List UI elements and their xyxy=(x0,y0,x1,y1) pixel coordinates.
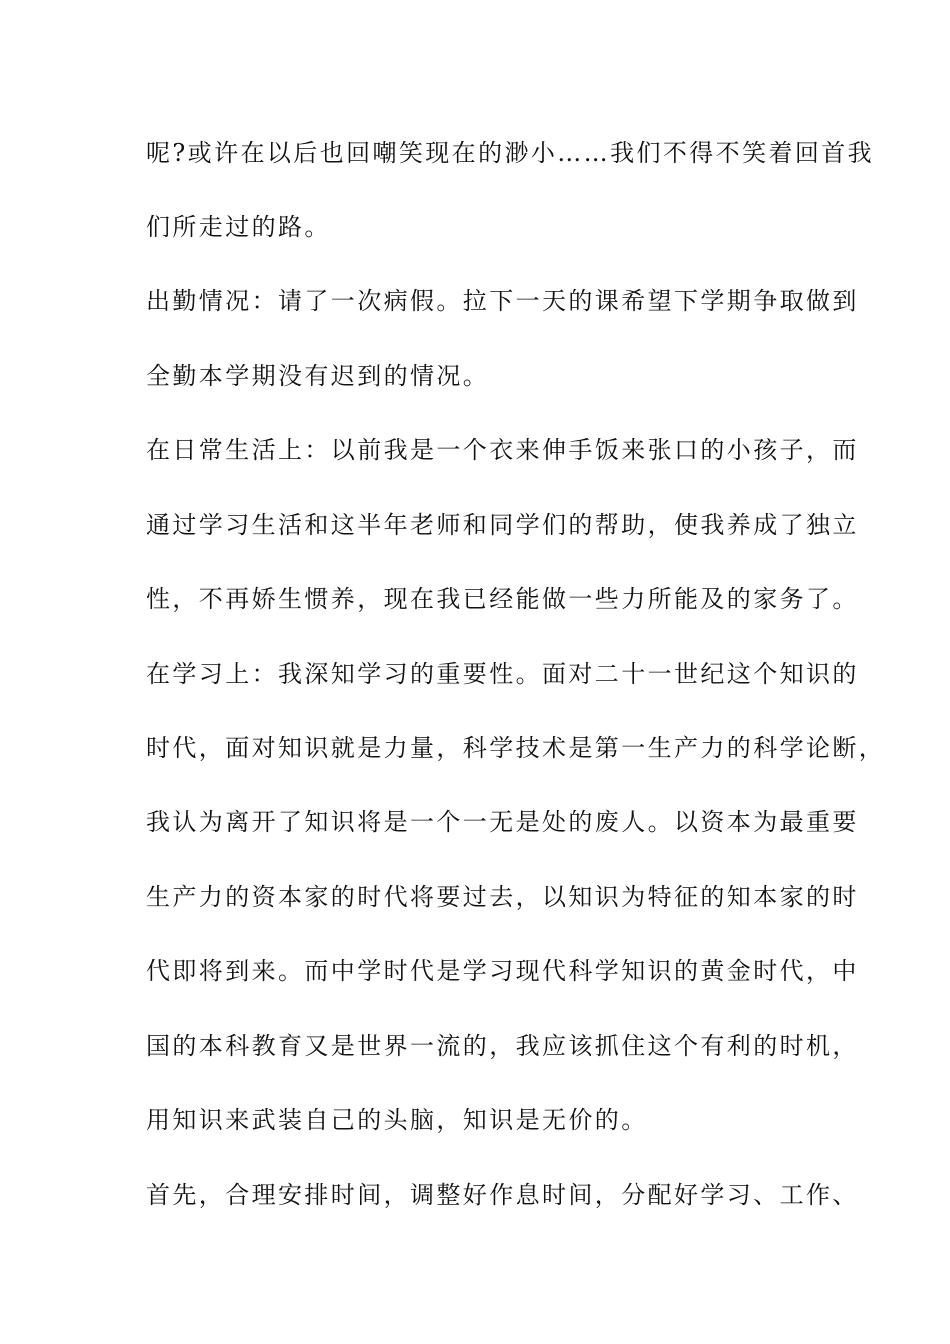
text-line: 首先，合理安排时间，调整好作息时间，分配好学习、工作、 xyxy=(146,1181,859,1209)
text-line: 生产力的资本家的时代将要过去，以知识为特征的知本家的时 xyxy=(146,883,859,911)
text-line: 呢?或许在以后也回嘲笑现在的渺小……我们不得不笑着回首我 xyxy=(146,139,875,167)
text-line: 出勤情况：请了一次病假。拉下一天的课希望下学期争取做到 xyxy=(146,287,859,315)
text-line: 用知识来武装自己的头脑，知识是无价的。 xyxy=(146,1106,648,1134)
text-line: 们所走过的路。 xyxy=(146,213,331,241)
text-line: 在日常生活上：以前我是一个衣来伸手饭来张口的小孩子，而 xyxy=(146,436,859,464)
text-line: 全勤本学期没有迟到的情况。 xyxy=(146,362,490,390)
text-line: 代即将到来。而中学时代是学习现代科学知识的黄金时代，中 xyxy=(146,957,859,985)
text-line: 通过学习生活和这半年老师和同学们的帮助，使我养成了独立 xyxy=(146,511,859,539)
text-line: 性，不再娇生惯养，现在我已经能做一些力所能及的家务了。 xyxy=(146,585,859,613)
text-line: 时代，面对知识就是力量，科学技术是第一生产力的科学论断， xyxy=(146,734,886,762)
text-line: 我认为离开了知识将是一个一无是处的废人。以资本为最重要 xyxy=(146,808,859,836)
text-line: 国的本科教育又是世界一流的，我应该抓住这个有利的时机， xyxy=(146,1032,859,1060)
text-line: 在学习上：我深知学习的重要性。面对二十一世纪这个知识的 xyxy=(146,660,859,688)
